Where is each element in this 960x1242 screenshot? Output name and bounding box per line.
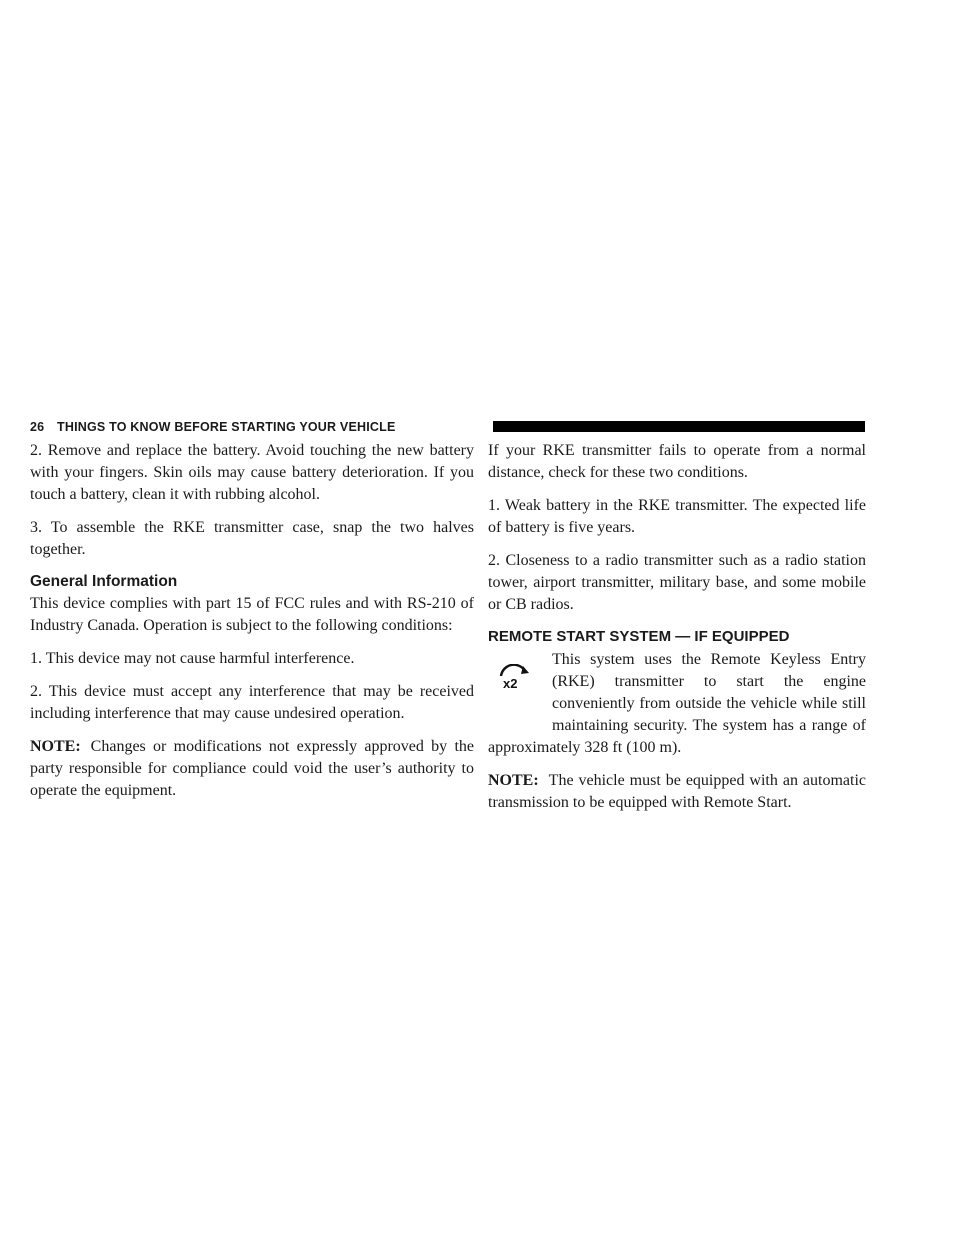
- remote-start-x2-icon-graphic: [498, 664, 532, 692]
- paragraph-condition-2: 2. This device must accept any interference that may be received including interference that may cause undesired operation.: [30, 683, 474, 722]
- header-bar: [493, 421, 865, 432]
- paragraph-rke-fails: If your RKE transmitter fails to operate from a normal distance, check for these two conditions.: [488, 442, 866, 481]
- paragraph-assemble-case: 3. To assemble the RKE transmitter case, snap the two halves together.: [30, 519, 474, 558]
- page-number: 26: [30, 420, 45, 434]
- note-label: NOTE:: [30, 738, 81, 755]
- paragraph-weak-battery: 1. Weak battery in the RKE transmitter. The expected life of battery is five years.: [488, 497, 866, 536]
- paragraph-remote-start-description: This system uses the Remote Keyless Entry (RKE) transmitter to start the engine conveniently from outside the vehicle while still maintaining security. The system has a range of approximately 328 ft (100 m).: [488, 651, 866, 756]
- note-text: The vehicle must be equipped with an automatic transmission to be equipped with Remote Start.: [488, 772, 866, 811]
- remote-start-x2-icon-label: x2: [503, 676, 518, 691]
- page-header: [30, 419, 865, 435]
- note-text: Changes or modifications not expressly approved by the party responsible for compliance could void the user’s authority to operate the equipment.: [30, 738, 474, 799]
- paragraph-condition-1: 1. This device may not cause harmful interference.: [30, 650, 355, 667]
- paragraph-closeness: 2. Closeness to a radio transmitter such as a radio station tower, airport transmitter, military base, and some mobile or CB radios.: [488, 552, 866, 613]
- paragraph-fcc-compliance: This device complies with part 15 of FCC rules and with RS-210 of Industry Canada. Operation is subject to the following conditions:: [30, 595, 474, 634]
- remote-start-x2-icon: [488, 649, 552, 727]
- paragraph-replace-battery: 2. Remove and replace the battery. Avoid touching the new battery with your fingers. Skin oils may cause battery deterioration. If you touch a battery, clean it with rubbing alcohol.: [30, 442, 474, 503]
- note-label: NOTE:: [488, 772, 539, 789]
- left-column: [30, 440, 474, 813]
- heading-remote-start: REMOTE START SYSTEM — IF EQUIPPED: [488, 628, 790, 645]
- note-remote-start: [488, 770, 866, 814]
- right-column: [488, 440, 866, 825]
- note-fcc: [30, 736, 474, 802]
- header-title: THINGS TO KNOW BEFORE STARTING YOUR VEHICLE: [57, 420, 396, 434]
- heading-general-information: General Information: [30, 573, 178, 590]
